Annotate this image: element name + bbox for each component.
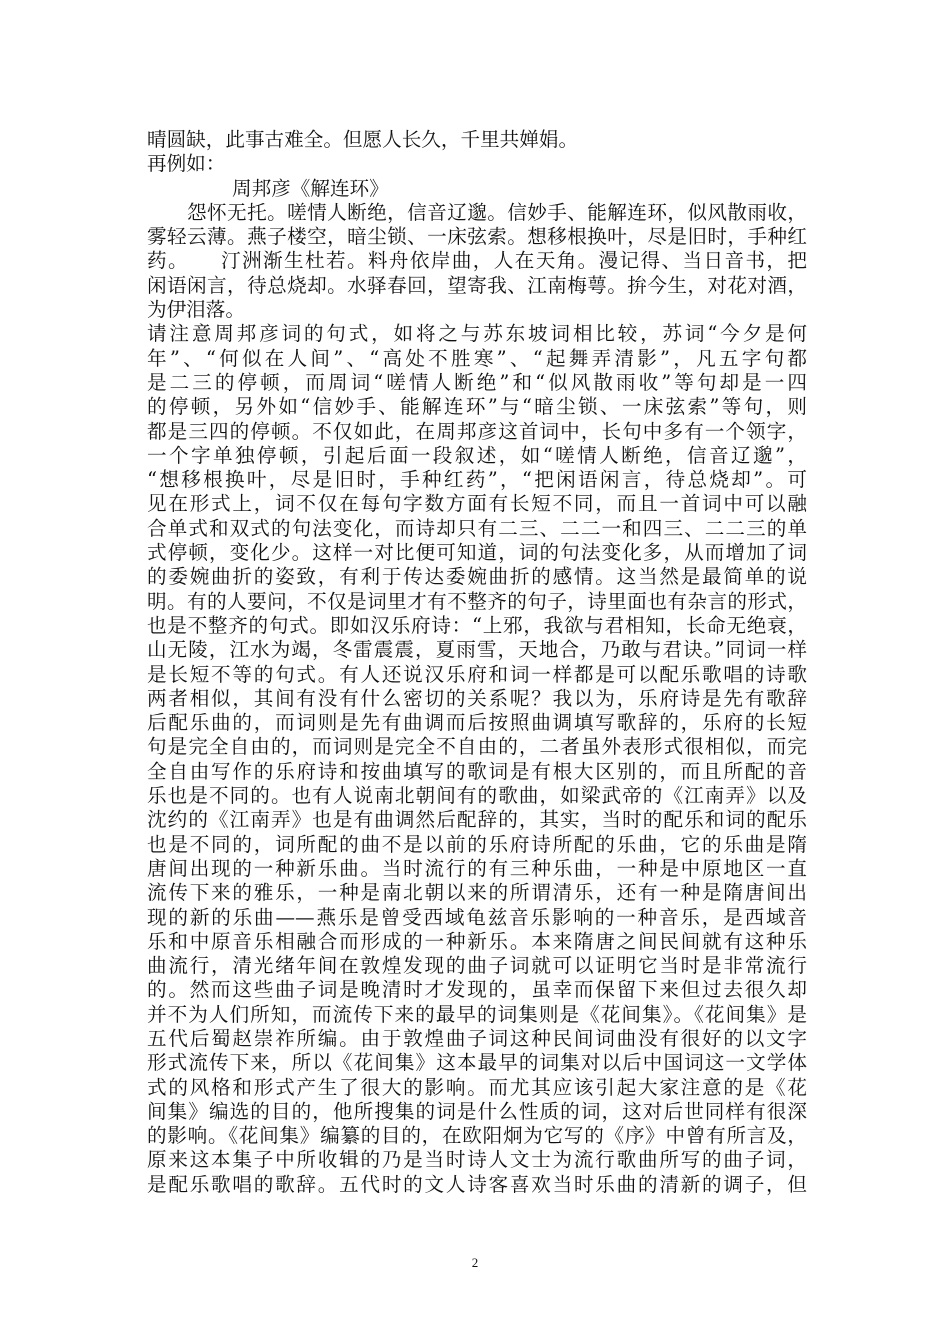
text-line: 两者相似，其间有没有什么密切的关系呢？我以为，乐府诗是先有歌辞 bbox=[147, 686, 807, 710]
text-line: 的影响。《花间集》编纂的目的，在欧阳炯为它写的《序》中曾有所言及， bbox=[147, 1124, 807, 1148]
text-line: 合单式和双式的句法变化，而诗却只有二三、二二一和四三、二二三的单 bbox=[147, 516, 807, 540]
text-line: 一个字单独停顿，引起后面一段叙述，如“嗟情人断绝，信音辽邈”， bbox=[147, 443, 807, 467]
text-line: 再例如： bbox=[147, 152, 226, 176]
text-line: 也是不同的，词所配的曲不是以前的乐府诗所配的乐曲，它的乐曲是隋 bbox=[147, 832, 807, 856]
text-line: 乐和中原音乐相融合而形成的一种新乐。本来隋唐之间民间就有这种乐 bbox=[147, 929, 807, 953]
text-line: 晴圆缺，此事古难全。但愿人长久，千里共婵娟。 bbox=[147, 128, 579, 151]
text-line: 见在形式上，词不仅在每句字数方面有长短不同，而且一首词中可以融 bbox=[147, 492, 807, 516]
text-line: 是二三的停顿，而周词“嗟情人断绝”和“似风散雨收”等句却是一四 bbox=[147, 370, 807, 394]
text-line: 流传下来的雅乐，一种是南北朝以来的所谓清乐，还有一种是隋唐间出 bbox=[147, 881, 807, 905]
text-line: 是配乐歌唱的歌辞。五代时的文人诗客喜欢当时乐曲的清新的调子，但 bbox=[147, 1172, 807, 1196]
text-line: 请注意周邦彦词的句式，如将之与苏东坡词相比较，苏词“今夕是何 bbox=[147, 322, 807, 346]
text-line: 明。有的人要问，不仅是词里才有不整齐的句子，诗里面也有杂言的形式， bbox=[147, 589, 807, 613]
document-body bbox=[147, 128, 807, 1197]
text-line: 间集》编选的目的，他所搜集的词是什么性质的词，这对后世同样有很深 bbox=[147, 1099, 807, 1123]
poem-title: 周邦彦《解连环》 bbox=[232, 176, 389, 200]
poem-line: 闲语闲言，待总烧却。水驿春回，望寄我、江南梅萼。拚今生，对花对酒， bbox=[147, 273, 807, 297]
text-line: 乐也是不同的。也有人说南北朝间有的歌曲，如梁武帝的《江南弄》以及 bbox=[147, 784, 807, 808]
poem-line: 怨怀无托。嗟情人断绝，信音辽邈。信妙手、能解连环，似风散雨收， bbox=[147, 200, 807, 224]
text-line: 曲流行，清光绪年间在敦煌发现的曲子词就可以证明它当时是非常流行 bbox=[147, 954, 807, 978]
text-line: 的。然而这些曲子词是晚清时才发现的，虽幸而保留下来但过去很久却 bbox=[147, 978, 807, 1002]
text-line: 沈约的《江南弄》也是有曲调然后配辞的，其实，当时的配乐和词的配乐 bbox=[147, 808, 807, 832]
text-line: 形式流传下来，所以《花间集》这本最早的词集对以后中国词这一文学体 bbox=[147, 1051, 807, 1075]
text-line: 原来这本集子中所收辑的乃是当时诗人文士为流行歌曲所写的曲子词， bbox=[147, 1148, 807, 1172]
text-line: 并不为人们所知，而流传下来的最早的词集则是《花间集》。《花间集》是 bbox=[147, 1002, 807, 1026]
page-number: 2 bbox=[471, 1255, 479, 1270]
text-line: 现的新的乐曲——燕乐是曾受西域龟兹音乐影响的一种音乐，是西域音 bbox=[147, 905, 807, 929]
text-line: 也是不整齐的句式。即如汉乐府诗：“上邪，我欲与君相知，长命无绝衰， bbox=[147, 613, 807, 637]
text-line: 式的风格和形式产生了很大的影响。而尤其应该引起大家注意的是《花 bbox=[147, 1075, 807, 1099]
text-line: 的停顿，另外如“信妙手、能解连环”与“暗尘锁、一床弦索”等句，则 bbox=[147, 395, 807, 419]
poem-line: 药。 汀洲渐生杜若。料舟依岸曲，人在天角。漫记得、当日音书，把 bbox=[147, 249, 807, 273]
text-line: 唐间出现的一种新乐曲。当时流行的有三种乐曲，一种是中原地区一直 bbox=[147, 856, 807, 880]
text-line: 式停顿，变化少。这样一对比便可知道，词的句法变化多，从而增加了词 bbox=[147, 541, 807, 565]
text-line: 句是完全自由的，而词则是完全不自由的，二者虽外表形式很相似，而完 bbox=[147, 735, 807, 759]
poem-line: 雾轻云薄。燕子楼空，暗尘锁、一床弦索。想移根换叶，尽是旧时，手种红 bbox=[147, 225, 807, 249]
text-line: 五代后蜀赵崇祚所编。由于敦煌曲子词这种民间词曲没有很好的以文字 bbox=[147, 1026, 807, 1050]
text-line: 年”、“何似在人间”、“高处不胜寒”、“起舞弄清影”，凡五字句都 bbox=[147, 346, 807, 370]
text-line: 的委婉曲折的姿致，有利于传达委婉曲折的感情。这当然是最简单的说 bbox=[147, 565, 807, 589]
text-line: “想移根换叶，尽是旧时，手种红药”，“把闲语闲言，待总烧却”。可 bbox=[147, 468, 807, 492]
text-line: 都是三四的停顿。不仅如此，在周邦彦这首词中，长句中多有一个领字， bbox=[147, 419, 807, 443]
text-line: 全自由写作的乐府诗和按曲填写的歌词是有根大区别的，而且所配的音 bbox=[147, 759, 807, 783]
poem-line: 为伊泪落。 bbox=[147, 298, 245, 322]
text-line: 山无陵，江水为竭，冬雷震震，夏雨雪，天地合，乃敢与君诀。”同词一样 bbox=[147, 638, 807, 662]
text-line: 后配乐曲的，而词则是先有曲调而后按照曲调填写歌辞的，乐府的长短 bbox=[147, 711, 807, 735]
text-line: 是长短不等的句式。有人还说汉乐府和词一样都是可以配乐歌唱的诗歌 bbox=[147, 662, 807, 686]
